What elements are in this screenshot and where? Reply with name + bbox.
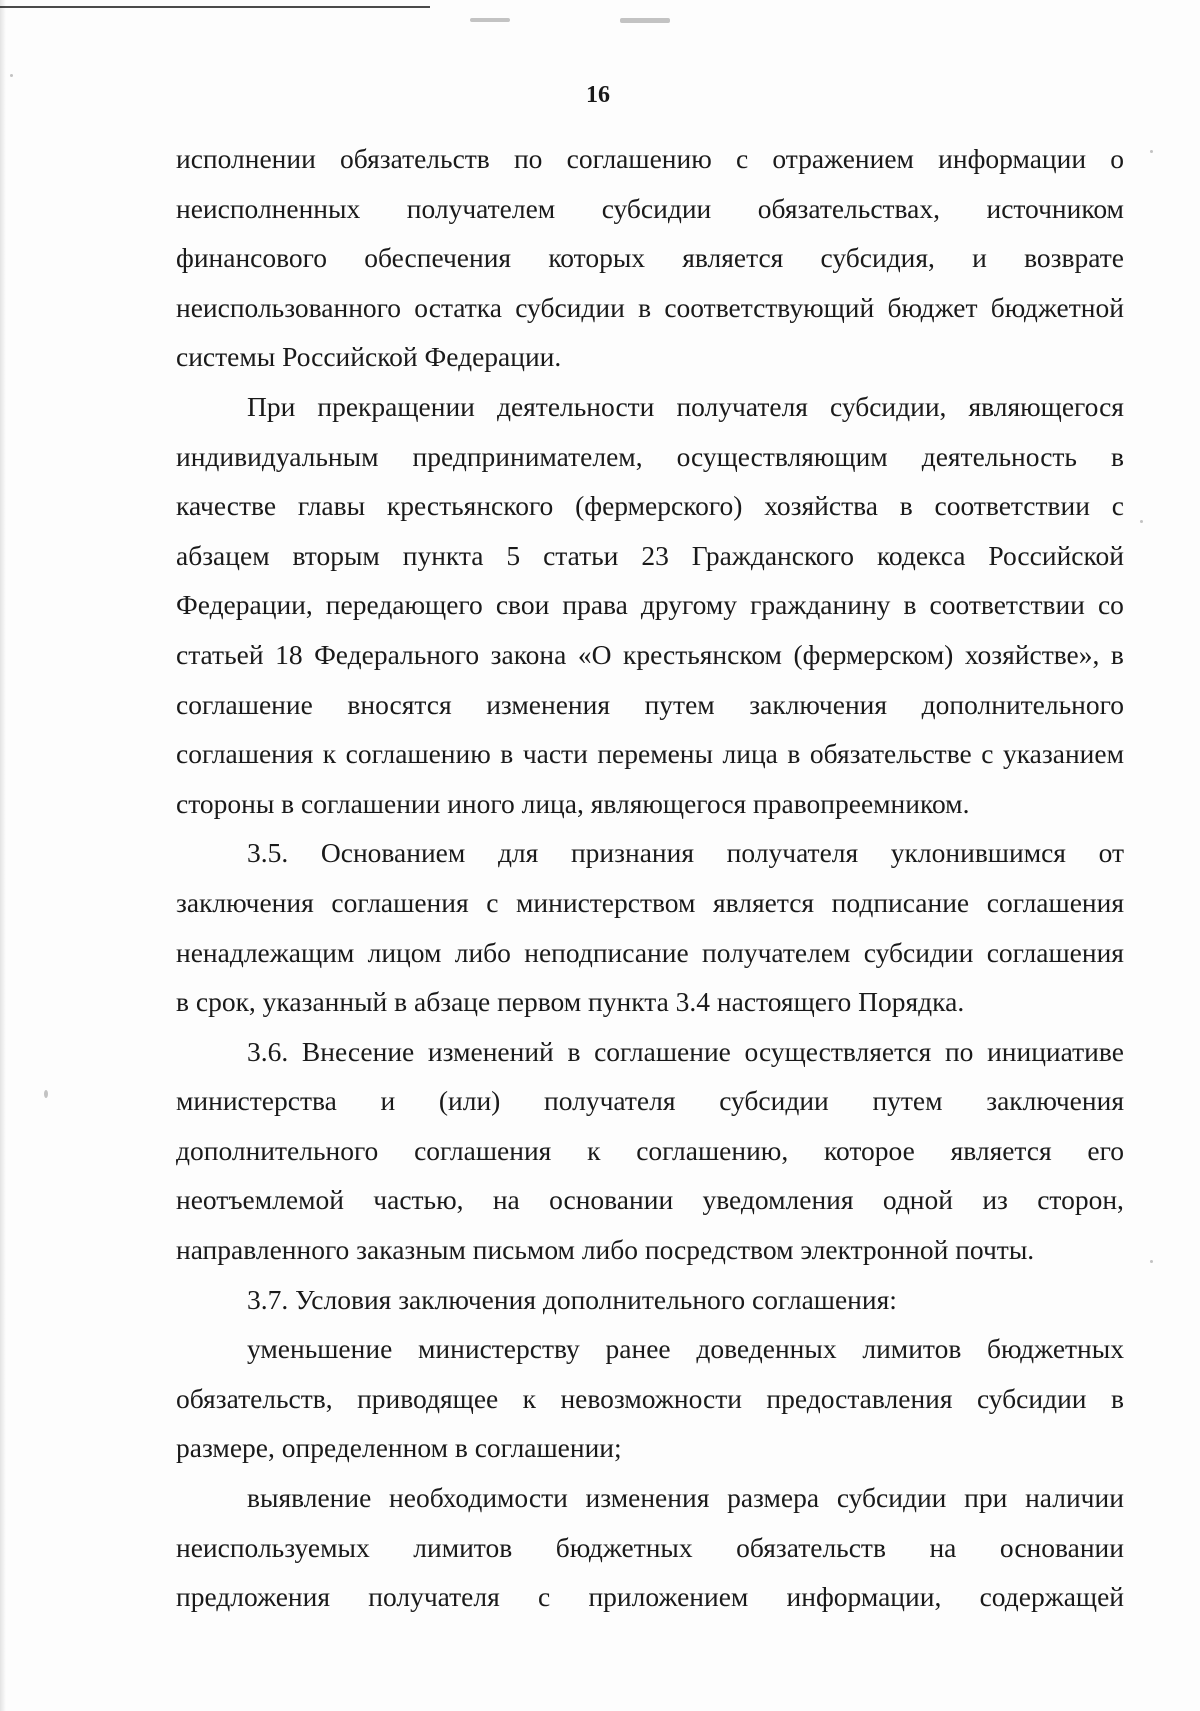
- text-line: индивидуальным предпринимателем, осуществляющим деятельность в: [176, 440, 1124, 472]
- text-line: неиспользуемых лимитов бюджетных обязательств на основании: [176, 1531, 1124, 1563]
- text-line: размере, определенном в соглашении;: [176, 1432, 622, 1464]
- scan-speck: [1150, 1260, 1153, 1263]
- scan-speck: [470, 18, 510, 22]
- scan-speck: [44, 1090, 48, 1098]
- text-line: финансового обеспечения которых является субсидия, и возврате: [176, 242, 1124, 274]
- text-line: в срок, указанный в абзаце первом пункта 3.4 настоящего Порядка.: [176, 986, 965, 1018]
- text-line: уменьшение министерству ранее доведенных лимитов бюджетных: [247, 1333, 1124, 1365]
- scan-speck: [620, 18, 670, 23]
- text-line: неиспользованного остатка субсидии в соответствующий бюджет бюджетной: [176, 291, 1124, 323]
- text-line: исполнении обязательств по соглашению с отражением информации о: [176, 143, 1124, 174]
- page-number: 16: [586, 82, 610, 108]
- text-line: дополнительного соглашения к соглашению, которое является его: [176, 1134, 1124, 1166]
- text-line: предложения получателя с приложением информации, содержащей: [176, 1581, 1124, 1613]
- text-line: соглашения к соглашению в части перемены лица в обязательстве с указанием: [176, 738, 1124, 770]
- text-line: абзацем вторым пункта 5 статьи 23 Гражданского кодекса Российской: [176, 539, 1124, 571]
- text-line: 3.6. Внесение изменений в соглашение осуществляется по инициативе: [247, 1035, 1124, 1067]
- text-line: стороны в соглашении иного лица, являющегося правопреемником.: [176, 787, 970, 819]
- text-line: статьей 18 Федерального закона «О крестьянском (фермерском) хозяйстве», в: [176, 638, 1124, 670]
- text-line: заключения соглашения с министерством является подписание соглашения: [176, 886, 1124, 918]
- scan-speck: [1140, 520, 1143, 523]
- text-line: обязательств, приводящее к невозможности предоставления субсидии в: [176, 1382, 1124, 1414]
- text-line: направленного заказным письмом либо посредством электронной почты.: [176, 1234, 1035, 1266]
- scan-left-shadow: [0, 0, 6, 1711]
- text-line: ненадлежащим лицом либо неподписание получателем субсидии соглашения: [176, 936, 1124, 968]
- text-line: 3.7. Условия заключения дополнительного соглашения:: [247, 1283, 897, 1315]
- text-line: системы Российской Федерации.: [176, 341, 562, 373]
- text-line: выявление необходимости изменения размера субсидии при наличии: [247, 1482, 1124, 1514]
- text-line: соглашение вносятся изменения путем заключения дополнительного: [176, 688, 1124, 720]
- scan-speck: [1150, 150, 1153, 153]
- document-text: [176, 134, 1124, 1622]
- text-line: министерства и (или) получателя субсидии путем заключения: [176, 1085, 1124, 1117]
- scan-speck: [10, 74, 13, 77]
- text-line: неисполненных получателем субсидии обязательствах, источником: [176, 192, 1124, 224]
- text-line: Федерации, передающего свои права другому гражданину в соответствии со: [176, 589, 1124, 621]
- text-line: качестве главы крестьянского (фермерского) хозяйства в соответствии с: [176, 490, 1124, 522]
- scan-border-line: [0, 6, 430, 8]
- text-line: При прекращении деятельности получателя субсидии, являющегося: [247, 390, 1124, 422]
- text-line: неотъемлемой частью, на основании уведомления одной из сторон,: [176, 1184, 1124, 1216]
- text-line: 3.5. Основанием для признания получателя уклонившимся от: [247, 837, 1124, 869]
